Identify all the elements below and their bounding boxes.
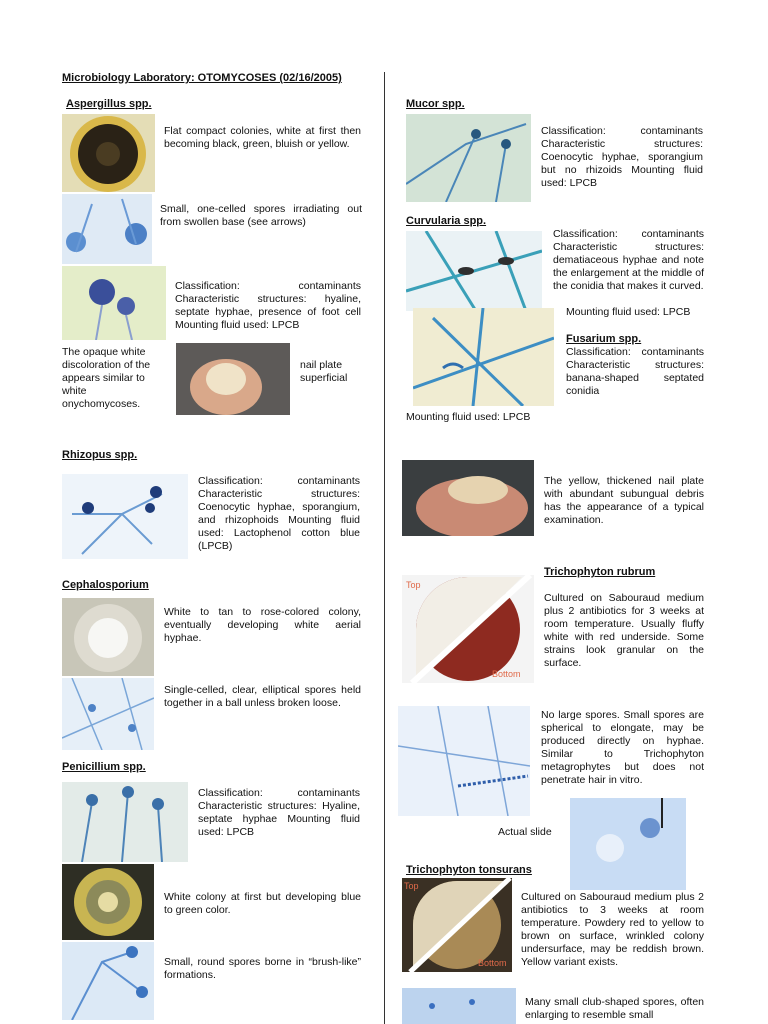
penicillium-spores-image xyxy=(62,942,154,1020)
cephalosporium-heading: Cephalosporium xyxy=(62,579,149,591)
aspergillus-spores-image xyxy=(62,194,152,264)
rubrum-plate-image xyxy=(402,575,534,683)
tonsurans-heading: Trichophyton tonsurans xyxy=(406,864,532,876)
rhizopus-text-classification: Classification: contaminants Characteristic structures: Coenocytic hyphae, sporangium, and rhizophoids Mounting fluid used: Lactophenol cotton blue (LPCB) xyxy=(198,475,360,552)
tonsurans-microscopy-image xyxy=(402,988,516,1024)
curvularia-text-classification: Classification: contaminants Characteristic structures: dematiaceous hyphae and note the enlargement at the middle of the conidia that makes it curved. xyxy=(553,228,704,292)
rubrum-text-culture: Cultured on Sabouraud medium plus 2 antibiotics for 3 weeks at room temperature. Usually fluffy white with red underside. Some strains look granular on the surface. xyxy=(544,592,704,669)
page-title: Microbiology Laboratory: OTOMYCOSES (02/16/2005) xyxy=(62,72,342,84)
penicillium-text-colony: White colony at first but developing blue to green color. xyxy=(164,891,361,916)
nail-text: The yellow, thickened nail plate with abundant subungual debris has the appearance of a typical examination. xyxy=(544,475,704,526)
curvularia-text-mounting: Mounting fluid used: LPCB xyxy=(566,306,691,318)
rubrum-plate-bottom-label: Bottom xyxy=(492,669,521,679)
cephalosporium-text-spores: Single-celled, clear, elliptical spores held together in a ball unless broken loose. xyxy=(164,684,361,709)
rubrum-slide-label: Actual slide xyxy=(498,826,552,838)
mucor-microscopy-image xyxy=(406,114,531,202)
aspergillus-text-classification: Classification: contaminants Characteristic structures: hyaline, septate hyphae, presence of foot cell Mounting fluid used: LPCB xyxy=(175,280,361,331)
rubrum-microscopy-image xyxy=(398,706,530,816)
penicillium-heading: Penicillium spp. xyxy=(62,761,146,773)
rubrum-heading: Trichophyton rubrum xyxy=(544,566,656,578)
aspergillus-text-nail-left: The opaque white discoloration of the appears similar to white onychomycoses. xyxy=(62,346,151,410)
curvularia-microscopy-image xyxy=(406,231,542,311)
rubrum-actual-slide-image xyxy=(570,798,686,890)
penicillium-text-classification: Classification: contaminants Characteristic structures: Hyaline, septate hyphae Mounting fluid used: LPCB xyxy=(198,787,360,838)
fusarium-microscopy-image xyxy=(413,308,554,406)
fusarium-heading: Fusarium spp. xyxy=(566,333,642,345)
rubrum-plate-top-label: Top xyxy=(406,580,421,590)
nail-white-onychomycosis-image xyxy=(176,343,290,415)
penicillium-colony-image xyxy=(62,864,154,940)
tonsurans-text-spores: Many small club-shaped spores, often enlarging to resemble small xyxy=(525,996,704,1021)
mucor-text-classification: Classification: contaminants Characteristic structures: Coenocytic hyphae, sporangium but no rhizoids Mounting fluid used: LPCB xyxy=(541,125,703,189)
aspergillus-text-spores: Small, one-celled spores irradiating out from swollen base (see arrows) xyxy=(160,203,362,228)
aspergillus-colony-image xyxy=(62,114,155,192)
cephalosporium-text-colony: White to tan to rose-colored colony, eventually developing white aerial hyphae. xyxy=(164,606,361,644)
rubrum-text-spores: No large spores. Small spores are spherical to elongate, may be produced directly on hyphae. Similar to Trichophyton metagrophytes but does not penetrate hair in vitro. xyxy=(541,709,704,786)
fusarium-text-mounting: Mounting fluid used: LPCB xyxy=(406,411,531,423)
tonsurans-plate-top-label: Top xyxy=(404,881,419,891)
tonsurans-plate-bottom-label: Bottom xyxy=(478,958,507,968)
rhizopus-microscopy-image xyxy=(62,474,188,559)
aspergillus-microscopy-image xyxy=(62,266,166,340)
rhizopus-heading: Rhizopus spp. xyxy=(62,449,138,461)
aspergillus-heading: Aspergillus spp. xyxy=(66,98,152,110)
aspergillus-text-colony: Flat compact colonies, white at first then becoming black, green, bluish or yellow. xyxy=(164,125,361,150)
aspergillus-text-nail-right: nail plate superficial xyxy=(300,359,348,384)
mucor-heading: Mucor spp. xyxy=(406,98,465,110)
penicillium-microscopy-image xyxy=(62,782,188,862)
penicillium-text-spores: Small, round spores borne in “brush-like” formations. xyxy=(164,956,361,981)
nail-subungual-debris-image xyxy=(402,460,534,536)
fusarium-text-classification: Classification: contaminants Characteristic structures: banana-shaped septated conidia xyxy=(566,346,704,397)
cephalosporium-spores-image xyxy=(62,678,154,750)
column-divider xyxy=(384,72,385,1024)
curvularia-heading: Curvularia spp. xyxy=(406,215,487,227)
cephalosporium-colony-image xyxy=(62,598,154,676)
tonsurans-text-culture: Cultured on Sabouraud medium plus 2 antibiotics to 3 weeks at room temperature. Powdery red to yellow to brown on surface, wrinkled colony undersurface, may be reddish brown. Yellow variant exists. xyxy=(521,891,704,968)
